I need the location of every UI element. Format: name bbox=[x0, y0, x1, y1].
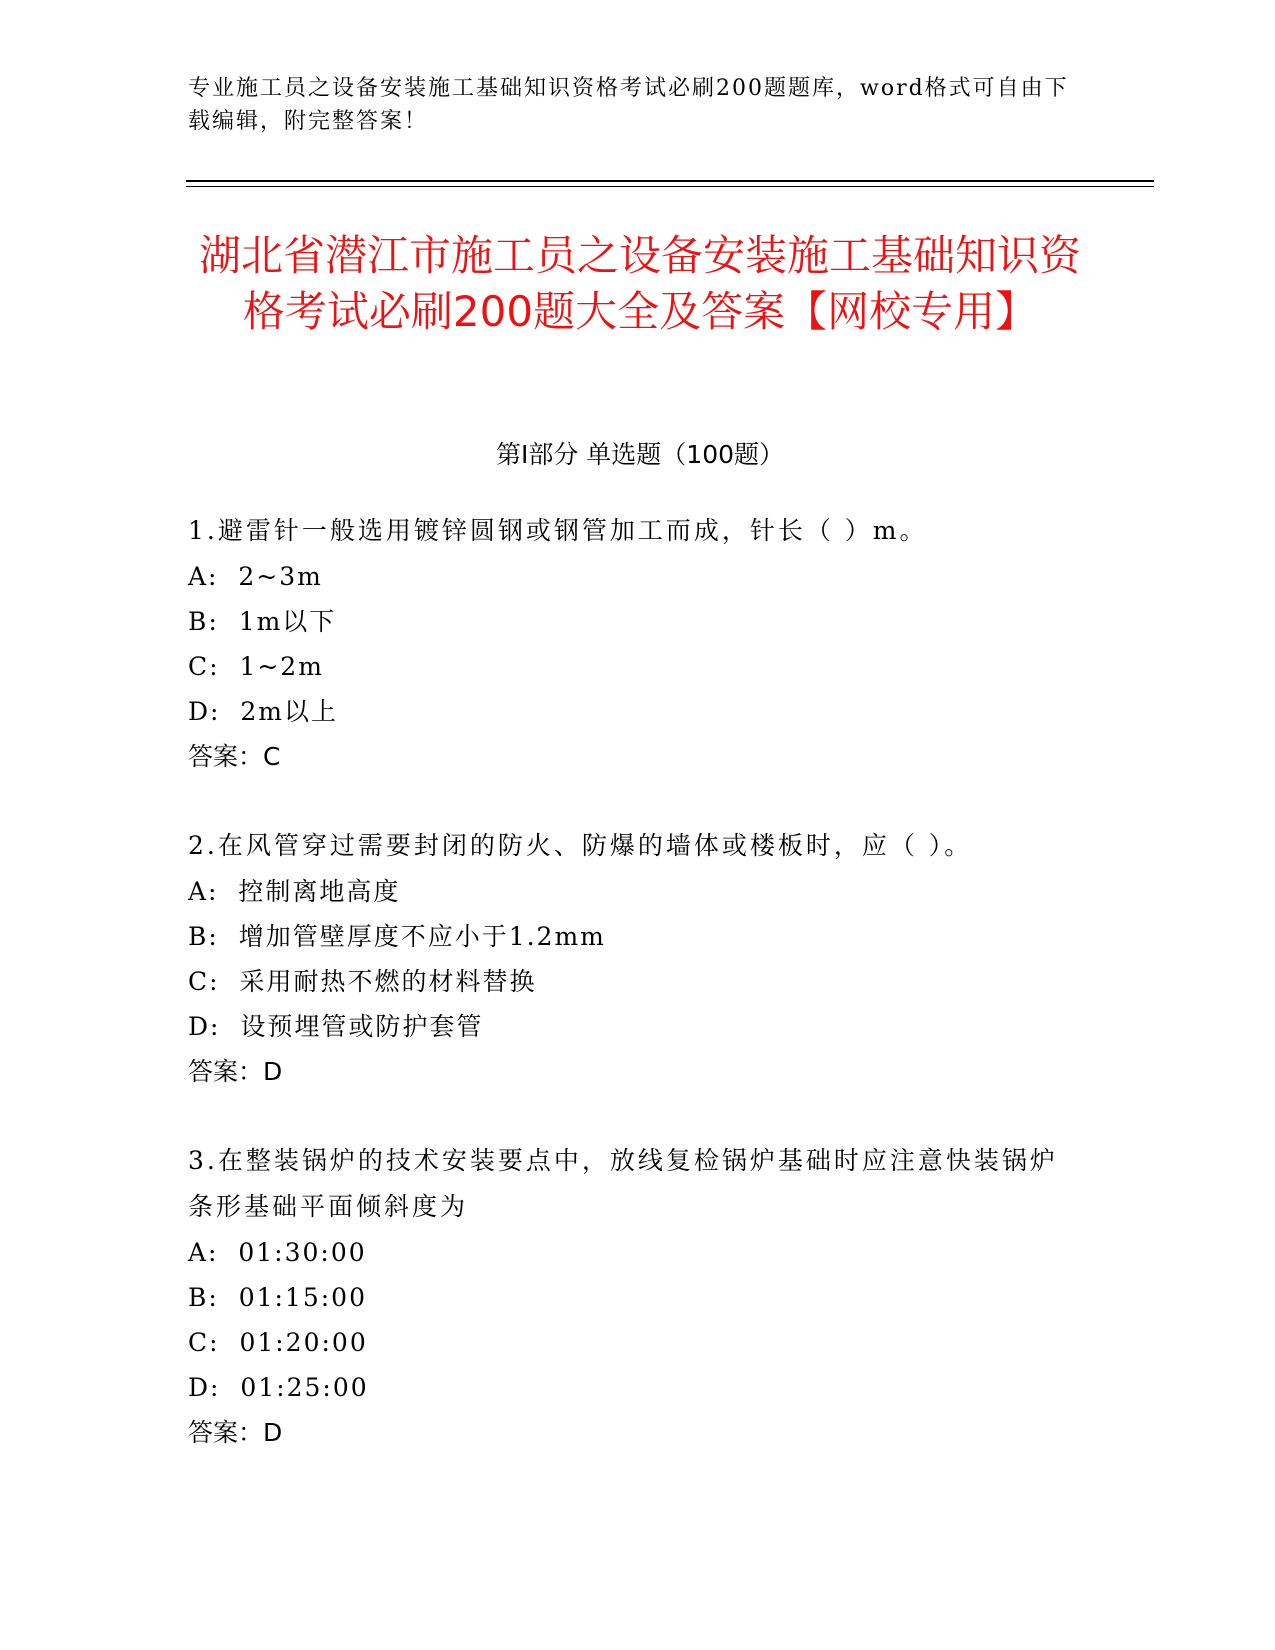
answer: 答案：D bbox=[188, 1057, 283, 1086]
question-3 bbox=[188, 1138, 1068, 1455]
option-d: D: 设预埋管或防护套管 bbox=[188, 1012, 484, 1041]
answer: 答案：C bbox=[188, 742, 281, 771]
option-c: C: 1~2m bbox=[188, 652, 324, 681]
option-b: B: 增加管壁厚度不应小于1.2mm bbox=[188, 922, 606, 951]
option-a: A: 控制离地高度 bbox=[188, 877, 401, 906]
question-stem: 3.在整装锅炉的技术安装要点中，放线复检锅炉基础时应注意快装锅炉条形基础平面倾斜度为 bbox=[188, 1146, 1058, 1221]
header-rule-thin bbox=[186, 186, 1154, 187]
question-1 bbox=[188, 508, 1068, 779]
section-heading: 第Ⅰ部分 单选题（100题） bbox=[495, 440, 785, 469]
option-b: B: 1m以下 bbox=[188, 607, 337, 636]
option-a: A: 01:30:00 bbox=[188, 1238, 367, 1267]
question-stem: 1.避雷针一般选用镀锌圆钢或钢管加工而成，针长（ ）m。 bbox=[188, 516, 928, 545]
answer: 答案：D bbox=[188, 1418, 283, 1447]
option-b: B: 01:15:00 bbox=[188, 1283, 367, 1312]
page-header: 专业施工员之设备安装施工基础知识资格考试必刷200题题库，word格式可自由下载编辑，附完整答案！ bbox=[188, 76, 1069, 134]
option-a: A: 2~3m bbox=[188, 562, 323, 591]
option-d: D: 01:25:00 bbox=[188, 1373, 369, 1402]
question-2 bbox=[188, 823, 1068, 1094]
document-title: 湖北省潜江市施工员之设备安装施工基础知识资格考试必刷200题大全及答案【网校专用】 bbox=[198, 231, 1081, 336]
option-c: C: 采用耐热不燃的材料替换 bbox=[188, 967, 537, 996]
option-c: C: 01:20:00 bbox=[188, 1328, 368, 1357]
question-stem: 2.在风管穿过需要封闭的防火、防爆的墙体或楼板时，应（ ）。 bbox=[188, 831, 973, 860]
option-d: D: 2m以上 bbox=[188, 697, 338, 726]
header-rule-thick bbox=[186, 180, 1154, 182]
